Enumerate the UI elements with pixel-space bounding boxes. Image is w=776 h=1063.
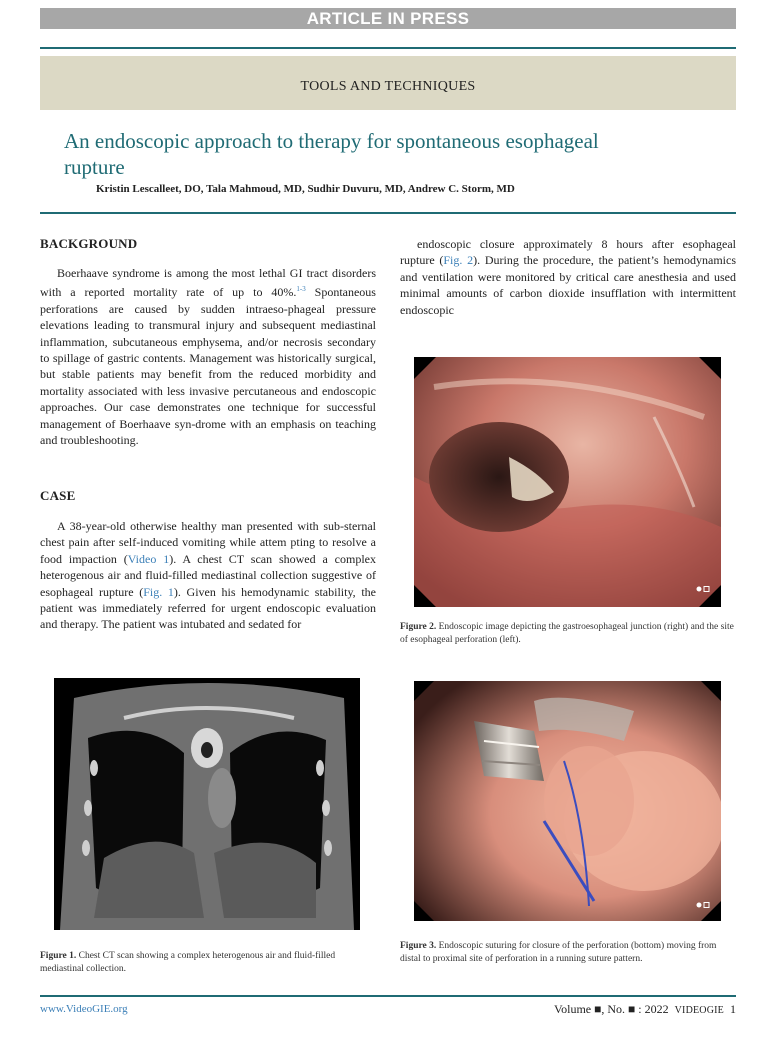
background-heading: BACKGROUND [40,236,138,251]
right-text-a: endoscopic closure approximately 8 hours after esophageal rupture ( [400,237,736,268]
video-1-link[interactable]: Video 1 [127,551,170,566]
title-line-2: rupture [64,155,125,179]
figure-3-caption-text: Endoscopic suturing for closure of the perforation (bottom) moving from distal to proximal site of perforation in a running suture pattern. [400,941,717,964]
right-column-paragraph [400,236,736,318]
article-title [64,128,724,180]
background-paragraph [40,265,376,448]
fig-2-link[interactable]: Fig. 2 [443,253,474,268]
right-text-b: ). During the procedure, the patient’s hemodynamics and ventilation were monitored by critical care anesthesia and used minimal amounts of carbon dioxide insufflation with intermittent endoscopic [400,253,737,317]
figure-2-caption-text: Endoscopic image depicting the gastroesophageal junction (right) and the site of esophageal perforation (left). [400,622,734,645]
section-label: TOOLS AND TECHNIQUES [40,56,736,110]
case-text-c: ). Given his hemodynamic stability, the patient was immediately referred for urgent endoscopic evaluation and therapy. The patient was intubated and sedated for [40,584,376,632]
figure-2-caption [400,621,736,646]
page-number: 1 [730,1002,736,1016]
case-heading: CASE [40,488,76,503]
citation-ref[interactable]: 1-3 [296,285,306,294]
title-rule [40,212,736,214]
figure-3-image [414,681,721,921]
figure-3-label: Figure 3. [400,941,437,951]
figure-1-image [54,678,360,930]
figure-1-caption [40,950,376,975]
site-link[interactable]: www.VideoGIE.org [40,1003,128,1015]
footer-citation [554,1002,736,1017]
figure-3-caption [400,940,736,965]
article-in-press-banner: ARTICLE IN PRESS [40,8,736,29]
case-text-b: ). A chest CT scan showed a complex heterogenous air and fluid-filled mediastinal collection suggestive of esophageal rupture ( [40,551,377,599]
figure-2-label: Figure 2. [400,622,437,632]
fig-1-link[interactable]: Fig. 1 [143,584,174,599]
header-rule [40,47,736,49]
figure-2-image [414,357,721,607]
case-text-a: A 38-year-old otherwise healthy man presented with sub-sternal chest pain after self-induced vomiting while attem pting to resolve a food impaction ( [40,519,376,566]
figure-1-label: Figure 1. [40,951,77,961]
footer-volume: Volume ■, No. ■ : 2022 [554,1002,669,1016]
figure-1-caption-text: Chest CT scan showing a complex heterogenous air and fluid-filled mediastinal collection. [40,951,336,974]
footer-journal: VIDEOGIE [674,1005,724,1016]
case-paragraph [40,518,376,633]
background-text-a: Boerhaave syndrome is among the most lethal GI tract disorders with a reported mortality rate of up to 40%. [40,266,376,300]
footer-rule [40,995,736,997]
author-list: Kristin Lescalleet, DO, Tala Mahmoud, MD, Sudhir Duvuru, MD, Andrew C. Storm, MD [96,183,515,195]
background-text-b: Spontaneous perforations are caused by sudden intraeso-phageal pressure elevations leading to transmural injury and subsequent mediastinal inflammation, subcutaneous emphysema, and/or necrosis secondary to spillage of gastric contents. Management was historically surgical, but stable patients may benefit from the reduced morbidity and mortality associated with less invasive percutaneous and endoscopic approaches. Our case demonstrates one technique for successful management of Boerhaave syn-drome with an emphasis on teaching and troubleshooting. [40,285,376,448]
title-line-1: An endoscopic approach to therapy for spontaneous esophageal [64,129,599,153]
